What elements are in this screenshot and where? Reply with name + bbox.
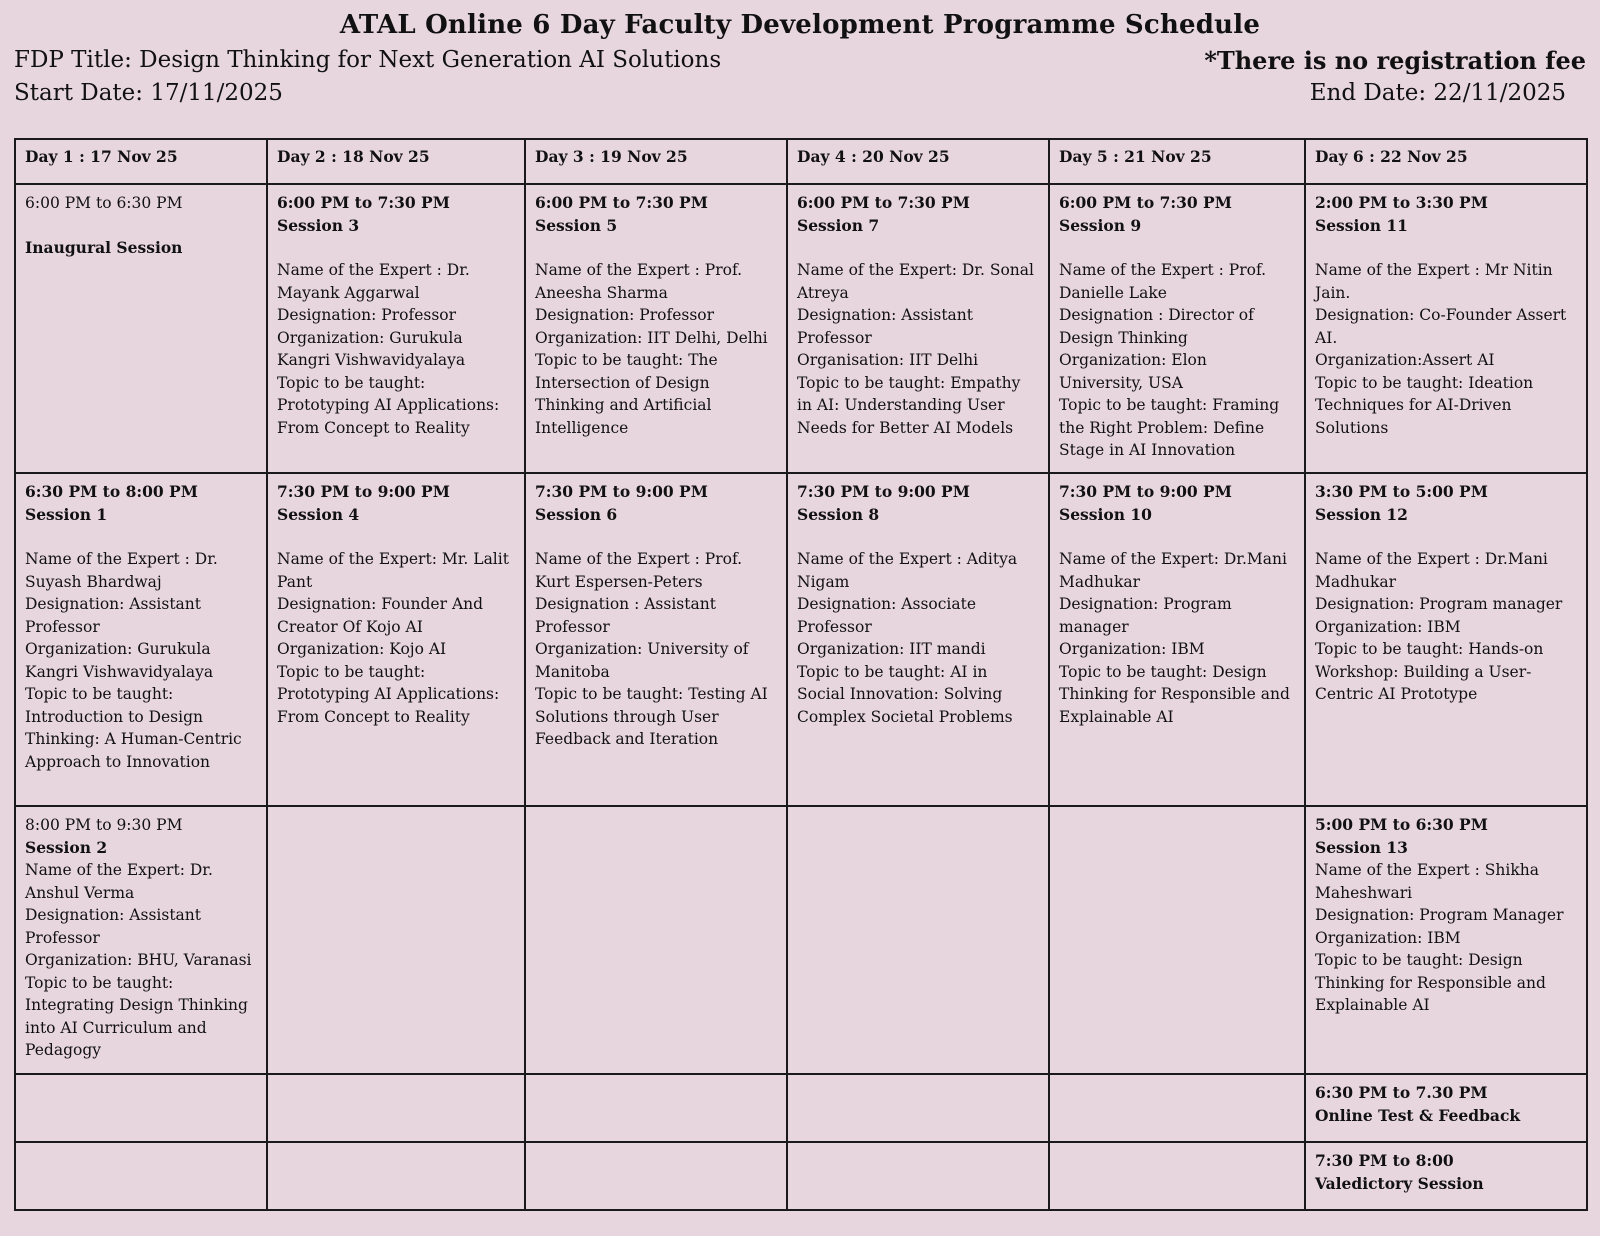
expert-designation: Designation: Program Manager: [1315, 906, 1564, 924]
session-time: 6:00 PM to 7:30 PM: [1059, 193, 1232, 212]
expert-name: Name of the Expert : Prof. Danielle Lake: [1059, 261, 1267, 302]
expert-name: Name of the Expert : Aditya Nigam: [797, 550, 1018, 591]
empty-cell: [15, 1074, 267, 1142]
empty-cell: [787, 1074, 1049, 1142]
session-number: Session 8: [797, 504, 880, 524]
expert-organization: Organization: BHU, Varanasi: [25, 951, 252, 969]
expert-designation: Designation: Founder And Creator Of Kojo AI: [277, 595, 484, 636]
session-number: Session 3: [277, 215, 360, 235]
session-number: Session 2: [25, 837, 108, 857]
empty-cell: [1049, 1142, 1305, 1210]
expert-designation: Designation: Program manager: [1315, 595, 1563, 613]
session-cell: [267, 184, 525, 473]
day-header: Day 6 : 22 Nov 25: [1305, 139, 1587, 184]
expert-designation: Designation: Assistant Professor: [25, 906, 202, 947]
day-header: Day 1 : 17 Nov 25: [15, 139, 267, 184]
session-topic: Topic to be taught: Prototyping AI Applications: From Concept to Reality: [277, 373, 500, 437]
session-number: Session 4: [277, 504, 360, 524]
expert-name: Name of the Expert: Mr. Lalit Pant: [277, 550, 509, 591]
expert-designation: Designation: Program manager: [1059, 595, 1232, 636]
expert-organization: Organization: Kojo AI: [277, 640, 447, 658]
empty-cell: [267, 1074, 525, 1142]
session-number: Session 5: [535, 215, 618, 235]
session-time: 7:30 PM to 8:00: [1315, 1151, 1454, 1170]
day-header: Day 5 : 21 Nov 25: [1049, 139, 1305, 184]
valedictory-cell: [1305, 1142, 1587, 1210]
expert-designation: Designation: Associate Professor: [797, 595, 977, 636]
empty-cell: [787, 1142, 1049, 1210]
session-number: Session 7: [797, 215, 880, 235]
session-time: 6:00 PM to 7:30 PM: [277, 193, 450, 212]
session-cell: [1305, 473, 1587, 806]
expert-organization: Organization: IIT Delhi, Delhi: [535, 328, 768, 347]
session-cell: [787, 184, 1049, 473]
session-cell: [15, 806, 267, 1074]
fdp-title: FDP Title: Design Thinking for Next Generation AI Solutions: [14, 47, 722, 73]
expert-designation: Designation: Assistant Professor: [797, 306, 974, 347]
empty-cell: [267, 806, 525, 1074]
session-cell: [267, 473, 525, 806]
expert-organization: Organization: IIT mandi: [797, 640, 986, 658]
expert-designation: Designation : Director of Design Thinking: [1059, 306, 1254, 347]
expert-organization: Organization: Elon University, USA: [1059, 351, 1207, 392]
session-topic: Topic to be taught: Integrating Design Thinking into AI Curriculum and Pedagogy: [25, 973, 248, 1059]
session-time: 2:00 PM to 3:30 PM: [1315, 193, 1488, 212]
session-time: 6:00 PM to 7:30 PM: [797, 193, 970, 212]
session-cell: [1305, 184, 1587, 473]
session-name: Inaugural Session: [25, 237, 183, 257]
session-number: Session 9: [1059, 215, 1142, 235]
session-topic: Topic to be taught: Design Thinking for Responsible and Explainable AI: [1315, 951, 1546, 1014]
expert-designation: Designation: Assistant Professor: [25, 595, 202, 636]
table-row: [15, 1142, 1587, 1210]
session-name: Valedictory Session: [1315, 1173, 1484, 1193]
session-time: 6:30 PM to 8:00 PM: [25, 482, 198, 501]
expert-name: Name of the Expert : Shikha Maheshwari: [1315, 861, 1539, 902]
expert-organization: Organization: Gurukula Kangri Vishwavidyalaya: [277, 328, 466, 369]
session-time: 7:30 PM to 9:00 PM: [797, 482, 970, 501]
expert-name: Name of the Expert : Dr. Suyash Bhardwaj: [25, 550, 218, 591]
empty-cell: [267, 1142, 525, 1210]
session-time: 3:30 PM to 5:00 PM: [1315, 482, 1488, 501]
registration-fee-note: *There is no registration fee: [1204, 46, 1586, 75]
session-number: Session 6: [535, 504, 618, 524]
session-cell: [15, 473, 267, 806]
session-topic: Topic to be taught: Prototyping AI Applications: From Concept to Reality: [277, 662, 500, 726]
expert-name: Name of the Expert: Dr.Mani Madhukar: [1059, 550, 1287, 591]
session-number: Session 10: [1059, 504, 1152, 524]
end-date: End Date: 22/11/2025: [1309, 80, 1566, 106]
session-time: 5:00 PM to 6:30 PM: [1315, 815, 1488, 834]
page-title: ATAL Online 6 Day Faculty Development Programme Schedule: [339, 10, 1261, 40]
expert-name: Name of the Expert: Dr. Sonal Atreya: [797, 261, 1034, 302]
session-cell: [525, 473, 787, 806]
online-test-cell: [1305, 1074, 1587, 1142]
expert-name: Name of the Expert : Prof. Aneesha Sharma: [535, 261, 743, 302]
session-time: 7:30 PM to 9:00 PM: [277, 482, 450, 501]
session-time: 6:00 PM to 7:30 PM: [535, 193, 708, 212]
empty-cell: [525, 806, 787, 1074]
session-time: 7:30 PM to 9:00 PM: [1059, 482, 1232, 501]
session-number: Session 12: [1315, 504, 1408, 524]
empty-cell: [1049, 1074, 1305, 1142]
expert-designation: Designation : Assistant Professor: [535, 595, 716, 636]
expert-name: Name of the Expert : Dr.Mani Madhukar: [1315, 550, 1548, 591]
expert-name: Name of the Expert : Prof. Kurt Espersen-Peters: [535, 550, 743, 591]
empty-cell: [15, 1142, 267, 1210]
expert-designation: Designation: Professor: [277, 306, 457, 324]
start-date: Start Date: 17/11/2025: [14, 80, 283, 106]
schedule-table: [14, 138, 1588, 1211]
expert-designation: Designation: Professor: [535, 306, 715, 324]
session-number: Session 13: [1315, 837, 1408, 857]
session-topic: Topic to be taught: Hands-on Workshop: Building a User-Centric AI Prototype: [1315, 640, 1544, 703]
session-time: 6:30 PM to 7.30 PM: [1315, 1083, 1488, 1102]
session-topic: Topic to be taught: AI in Social Innovation: Solving Complex Societal Problems: [797, 662, 1013, 726]
session-topic: Topic to be taught: Empathy in AI: Understanding User Needs for Better AI Models: [797, 373, 1021, 437]
session-topic: Topic to be taught: Testing AI Solutions through User Feedback and Iteration: [535, 685, 768, 748]
empty-cell: [525, 1074, 787, 1142]
session-time: 6:00 PM to 6:30 PM: [25, 194, 183, 212]
session-cell: [1049, 184, 1305, 473]
expert-organization: Organization: University of Manitoba: [535, 640, 749, 681]
expert-organization: Organization: IBM: [1315, 617, 1461, 636]
session-number: Session 1: [25, 504, 108, 524]
empty-cell: [525, 1142, 787, 1210]
session-topic: Topic to be taught: Framing the Right Problem: Define Stage in AI Innovation: [1059, 396, 1280, 459]
expert-organization: Organisation: IIT Delhi: [797, 351, 979, 369]
expert-organization: Organization: IBM: [1059, 640, 1205, 658]
day-header-row: [15, 139, 1587, 184]
session-time: 8:00 PM to 9:30 PM: [25, 816, 183, 834]
session-time: 7:30 PM to 9:00 PM: [535, 482, 708, 501]
expert-organization: Organization: Gurukula Kangri Vishwavidyalaya: [25, 640, 214, 681]
expert-designation: Designation: Co-Founder Assert AI.: [1315, 306, 1567, 347]
day-header: Day 4 : 20 Nov 25: [787, 139, 1049, 184]
inaugural-session-cell: [15, 184, 267, 473]
expert-organization: Organization: IBM: [1315, 928, 1461, 947]
programme-notes: [1204, 44, 1586, 110]
session-number: Session 11: [1315, 215, 1408, 235]
session-name: Online Test & Feedback: [1315, 1105, 1521, 1125]
expert-name: Name of the Expert : Dr. Mayank Aggarwal: [277, 261, 470, 302]
day-header: Day 3 : 19 Nov 25: [525, 139, 787, 184]
session-topic: Topic to be taught: Introduction to Design Thinking: A Human-Centric Approach to Innovation: [25, 685, 242, 771]
session-cell: [787, 473, 1049, 806]
table-row: [15, 1074, 1587, 1142]
session-cell: [1049, 473, 1305, 806]
expert-organization: Organization:Assert AI: [1315, 351, 1495, 369]
session-topic: Topic to be taught: Ideation Techniques for AI-Driven Solutions: [1315, 373, 1534, 437]
empty-cell: [787, 806, 1049, 1074]
session-topic: Topic to be taught: Design Thinking for Responsible and Explainable AI: [1059, 662, 1290, 726]
table-row: [15, 806, 1587, 1074]
empty-cell: [1049, 806, 1305, 1074]
expert-name: Name of the Expert : Mr Nitin Jain.: [1315, 261, 1553, 302]
day-header: Day 2 : 18 Nov 25: [267, 139, 525, 184]
session-cell: [1305, 806, 1587, 1074]
expert-name: Name of the Expert: Dr. Anshul Verma: [25, 861, 213, 902]
table-row: [15, 184, 1587, 473]
session-topic: Topic to be taught: The Intersection of Design Thinking and Artificial Intelligence: [535, 351, 718, 437]
programme-info: [14, 44, 721, 110]
session-cell: [525, 184, 787, 473]
table-row: [15, 473, 1587, 806]
